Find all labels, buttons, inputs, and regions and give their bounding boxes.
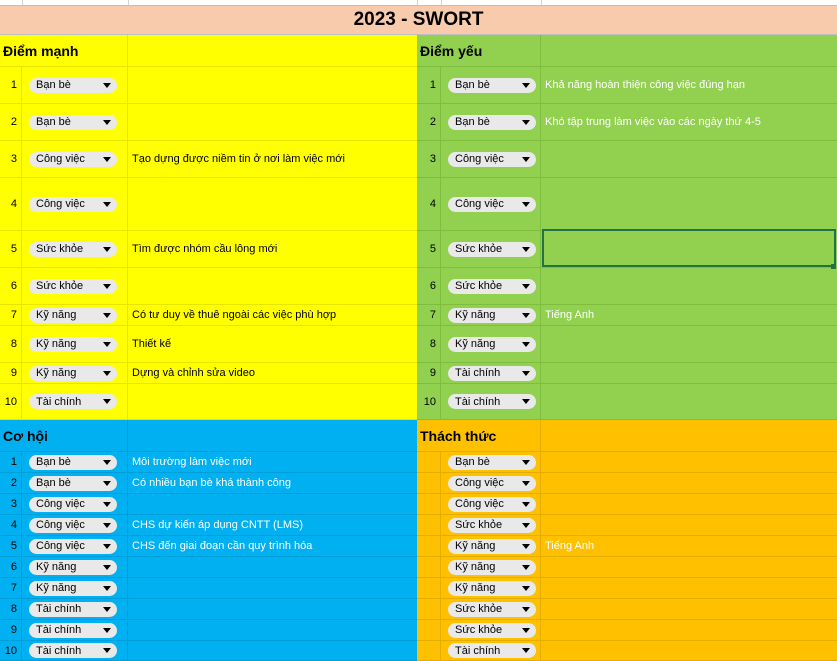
description-cell[interactable]: CHS đến giai đoạn cần quy trình hóa [132, 540, 313, 552]
category-label: Kỹ năng [455, 540, 496, 552]
category-cell [441, 494, 541, 514]
category-dropdown[interactable] [448, 366, 536, 381]
row-number[interactable]: 2 [417, 104, 441, 140]
description-cell[interactable]: Dựng và chỉnh sửa video [132, 367, 255, 379]
description-cell[interactable] [541, 578, 837, 598]
category-dropdown[interactable] [29, 455, 117, 470]
category-cell [441, 363, 541, 383]
category-label: Sức khỏe [455, 280, 503, 292]
category-label: Công việc [455, 198, 504, 210]
dropdown-arrow-icon [522, 628, 530, 633]
dropdown-arrow-icon [103, 586, 111, 591]
category-cell [441, 578, 541, 598]
category-dropdown[interactable] [29, 539, 117, 554]
row-number[interactable]: 9 [417, 363, 441, 383]
description-cell[interactable] [128, 268, 417, 304]
description-cell[interactable] [541, 268, 837, 304]
weaknesses-row [417, 363, 837, 384]
opportunities-row [0, 599, 417, 620]
category-label: Sức khỏe [455, 603, 503, 615]
description-cell[interactable] [541, 641, 837, 660]
row-number[interactable]: 4 [0, 515, 22, 535]
dropdown-arrow-icon [522, 120, 530, 125]
threats-header-spacer[interactable] [541, 420, 837, 451]
category-label: Sức khỏe [455, 624, 503, 636]
description-cell[interactable] [541, 494, 837, 514]
category-label: Tài chính [455, 367, 501, 379]
category-cell [22, 620, 128, 640]
category-label: Tài chính [455, 644, 501, 657]
category-label: Kỹ năng [455, 582, 496, 594]
description-cell[interactable]: Có nhiều bạn bè khá thành công [132, 477, 292, 489]
opportunities-row [0, 473, 417, 494]
category-cell [441, 599, 541, 619]
threats-header[interactable]: Thách thức [417, 420, 541, 451]
row-number[interactable]: 3 [0, 141, 22, 177]
description-cell[interactable] [541, 515, 837, 535]
dropdown-arrow-icon [103, 371, 111, 376]
dropdown-arrow-icon [103, 460, 111, 465]
category-label: Kỹ năng [455, 309, 496, 321]
category-label: Công việc [36, 540, 85, 552]
category-dropdown[interactable] [448, 152, 536, 167]
strengths-row [0, 268, 417, 305]
dropdown-arrow-icon [522, 544, 530, 549]
weaknesses-row [417, 326, 837, 363]
category-dropdown[interactable] [448, 476, 536, 491]
dropdown-arrow-icon [103, 399, 111, 404]
category-label: Bạn bè [455, 116, 490, 128]
row-number[interactable]: 6 [0, 557, 22, 577]
strengths-header[interactable]: Điểm mạnh [0, 35, 128, 66]
description-cell[interactable] [541, 599, 837, 619]
category-label: Công việc [36, 498, 85, 510]
category-label: Kỹ năng [36, 367, 77, 379]
category-label: Tài chính [455, 395, 501, 408]
row-number[interactable]: 3 [417, 141, 441, 177]
category-cell [22, 67, 128, 103]
category-cell [22, 536, 128, 556]
weaknesses-header[interactable]: Điểm yếu [417, 35, 541, 66]
dropdown-arrow-icon [522, 157, 530, 162]
row-number[interactable]: 8 [0, 326, 22, 362]
sheet-title[interactable]: 2023 - SWORT [0, 5, 837, 35]
dropdown-arrow-icon [103, 502, 111, 507]
description-cell[interactable] [128, 494, 417, 514]
row-number[interactable]: 7 [417, 305, 441, 325]
dropdown-arrow-icon [103, 607, 111, 612]
category-cell [441, 326, 541, 362]
threats-row [417, 536, 837, 557]
dropdown-arrow-icon [522, 586, 530, 591]
category-dropdown[interactable] [29, 366, 117, 381]
description-cell[interactable]: Tạo dựng được niềm tin ở nơi làm việc mới [132, 153, 345, 165]
row-number[interactable]: 8 [0, 599, 22, 619]
row-number[interactable]: 1 [0, 67, 22, 103]
row-number[interactable]: 2 [0, 104, 22, 140]
opportunities-row [0, 620, 417, 641]
category-label: Công việc [36, 519, 85, 531]
strengths-row [0, 104, 417, 141]
dropdown-arrow-icon [103, 202, 111, 207]
category-dropdown[interactable] [448, 115, 536, 130]
opportunities-row [0, 557, 417, 578]
opportunities-row [0, 452, 417, 473]
row-number[interactable]: 4 [0, 178, 22, 230]
category-label: Kỹ năng [36, 309, 77, 321]
category-label: Tài chính [36, 603, 82, 615]
description-cell[interactable]: Tiếng Anh [545, 540, 595, 552]
dropdown-arrow-icon [522, 247, 530, 252]
category-dropdown[interactable] [448, 518, 536, 533]
dropdown-arrow-icon [522, 202, 530, 207]
category-cell [22, 473, 128, 493]
category-dropdown[interactable] [448, 279, 536, 294]
category-cell [22, 494, 128, 514]
dropdown-arrow-icon [103, 523, 111, 528]
category-label: Kỹ năng [36, 338, 77, 350]
row-number[interactable]: 10 [0, 641, 22, 660]
row-number[interactable]: 7 [0, 305, 22, 325]
category-cell [22, 515, 128, 535]
category-dropdown[interactable] [448, 602, 536, 617]
category-dropdown[interactable] [448, 337, 536, 352]
description-cell[interactable] [128, 599, 417, 619]
dropdown-arrow-icon [522, 460, 530, 465]
category-dropdown[interactable] [29, 518, 117, 533]
category-label: Kỹ năng [455, 338, 496, 350]
row-number[interactable] [417, 515, 441, 535]
category-dropdown[interactable] [29, 643, 117, 658]
dropdown-arrow-icon [522, 481, 530, 486]
category-dropdown[interactable] [448, 560, 536, 575]
strengths-row [0, 363, 417, 384]
description-cell[interactable]: Môi trường làm việc mới [132, 456, 252, 468]
category-cell [441, 473, 541, 493]
threats-row [417, 515, 837, 536]
row-number[interactable]: 3 [0, 494, 22, 514]
category-cell [441, 178, 541, 230]
description-cell[interactable] [541, 178, 837, 230]
weaknesses-row [417, 305, 837, 326]
row-number[interactable]: 9 [0, 620, 22, 640]
category-dropdown[interactable] [448, 197, 536, 212]
category-label: Công việc [36, 153, 85, 165]
dropdown-arrow-icon [522, 523, 530, 528]
category-label: Bạn bè [36, 477, 71, 489]
description-cell[interactable] [541, 473, 837, 493]
category-cell [22, 599, 128, 619]
row-number[interactable]: 5 [417, 231, 441, 267]
dropdown-arrow-icon [103, 544, 111, 549]
category-dropdown[interactable] [448, 497, 536, 512]
dropdown-arrow-icon [522, 399, 530, 404]
category-cell [22, 178, 128, 230]
category-dropdown[interactable] [29, 279, 117, 294]
category-dropdown[interactable] [448, 539, 536, 554]
opportunities-header-row [0, 420, 417, 452]
category-dropdown[interactable] [29, 152, 117, 167]
weaknesses-row [417, 384, 837, 420]
dropdown-arrow-icon [522, 342, 530, 347]
opportunities-row [0, 515, 417, 536]
threats-header-row [417, 420, 837, 452]
category-cell [441, 67, 541, 103]
category-label: Công việc [455, 477, 504, 489]
category-cell [441, 641, 541, 660]
strengths-row [0, 178, 417, 231]
category-label: Tài chính [36, 624, 82, 636]
row-number[interactable]: 2 [0, 473, 22, 493]
category-label: Sức khỏe [36, 243, 84, 255]
row-number[interactable]: 5 [0, 536, 22, 556]
row-number[interactable] [417, 557, 441, 577]
category-cell [22, 641, 128, 660]
category-cell [441, 104, 541, 140]
category-cell [22, 326, 128, 362]
category-dropdown[interactable] [29, 497, 117, 512]
category-label: Tài chính [36, 644, 82, 657]
category-dropdown[interactable] [29, 602, 117, 617]
weaknesses-row [417, 268, 837, 305]
description-cell[interactable] [128, 104, 417, 140]
category-dropdown[interactable] [29, 476, 117, 491]
category-cell [441, 231, 541, 267]
dropdown-arrow-icon [103, 481, 111, 486]
category-dropdown[interactable] [29, 560, 117, 575]
category-dropdown[interactable] [448, 308, 536, 323]
category-label: Sức khỏe [455, 519, 503, 531]
category-dropdown[interactable] [448, 643, 536, 658]
dropdown-arrow-icon [103, 120, 111, 125]
description-cell[interactable] [541, 384, 837, 419]
category-cell [22, 578, 128, 598]
category-dropdown[interactable] [29, 308, 117, 323]
description-cell[interactable]: CHS dự kiến áp dụng CNTT (LMS) [132, 519, 303, 531]
opportunities-header-spacer[interactable] [128, 420, 417, 451]
strengths-row [0, 231, 417, 268]
row-number[interactable]: 8 [417, 326, 441, 362]
dropdown-arrow-icon [103, 565, 111, 570]
category-dropdown[interactable] [29, 581, 117, 596]
category-cell [441, 620, 541, 640]
threats-row [417, 641, 837, 661]
category-cell [22, 141, 128, 177]
category-label: Tài chính [36, 395, 82, 408]
strengths-quadrant [0, 35, 417, 420]
category-cell [441, 515, 541, 535]
opportunities-header[interactable]: Cơ hội [0, 420, 128, 451]
category-cell [22, 268, 128, 304]
dropdown-arrow-icon [522, 502, 530, 507]
description-cell[interactable]: Khó tập trung làm việc vào các ngày thứ 4-5 [545, 116, 761, 128]
row-number[interactable]: 10 [0, 384, 22, 419]
dropdown-arrow-icon [522, 371, 530, 376]
description-cell[interactable] [128, 178, 417, 230]
threats-quadrant [417, 420, 837, 661]
dropdown-arrow-icon [103, 83, 111, 88]
description-cell[interactable] [128, 67, 417, 103]
category-cell [441, 557, 541, 577]
category-cell [441, 305, 541, 325]
description-cell[interactable] [541, 363, 837, 383]
selected-cell[interactable] [542, 229, 836, 267]
strengths-row [0, 67, 417, 104]
category-label: Công việc [455, 498, 504, 510]
row-number[interactable] [417, 473, 441, 493]
row-number[interactable] [417, 641, 441, 660]
weaknesses-header-row [417, 35, 837, 67]
description-cell[interactable]: Thiết kế [132, 338, 172, 350]
description-cell[interactable] [541, 557, 837, 577]
weaknesses-row [417, 178, 837, 231]
category-cell [441, 536, 541, 556]
description-cell[interactable] [541, 452, 837, 472]
category-dropdown[interactable] [448, 581, 536, 596]
dropdown-arrow-icon [103, 157, 111, 162]
category-label: Công việc [36, 198, 85, 210]
category-dropdown[interactable] [29, 78, 117, 93]
strengths-row [0, 326, 417, 363]
category-cell [22, 452, 128, 472]
category-dropdown[interactable] [29, 115, 117, 130]
row-number[interactable] [417, 578, 441, 598]
weaknesses-row [417, 141, 837, 178]
description-cell[interactable] [541, 326, 837, 362]
category-label: Kỹ năng [36, 582, 77, 594]
row-number[interactable]: 9 [0, 363, 22, 383]
category-label: Bạn bè [36, 456, 71, 468]
weaknesses-header-spacer[interactable] [541, 35, 837, 66]
category-cell [22, 384, 128, 419]
dropdown-arrow-icon [103, 342, 111, 347]
description-cell[interactable] [128, 620, 417, 640]
category-dropdown[interactable] [29, 197, 117, 212]
threats-row [417, 620, 837, 641]
category-label: Sức khỏe [455, 243, 503, 255]
description-cell[interactable]: Tìm được nhóm cầu lông mới [132, 243, 278, 255]
category-label: Kỹ năng [36, 561, 77, 573]
dropdown-arrow-icon [522, 607, 530, 612]
fill-handle[interactable] [831, 264, 836, 269]
dropdown-arrow-icon [522, 83, 530, 88]
dropdown-arrow-icon [522, 313, 530, 318]
row-number[interactable] [417, 452, 441, 472]
dropdown-arrow-icon [103, 313, 111, 318]
weaknesses-quadrant [417, 35, 837, 420]
category-cell [441, 141, 541, 177]
opportunities-row [0, 641, 417, 661]
category-dropdown[interactable] [448, 623, 536, 638]
threats-row [417, 578, 837, 599]
category-label: Sức khỏe [36, 280, 84, 292]
strengths-row [0, 141, 417, 178]
category-dropdown[interactable] [448, 242, 536, 257]
category-label: Bạn bè [455, 456, 490, 468]
opportunities-row [0, 578, 417, 599]
description-cell[interactable]: Có tư duy về thuê ngoài các việc phù hợp [132, 309, 337, 321]
strengths-row [0, 305, 417, 326]
row-number[interactable]: 10 [417, 384, 441, 419]
opportunities-quadrant [0, 420, 417, 661]
dropdown-arrow-icon [103, 284, 111, 289]
row-number[interactable] [417, 494, 441, 514]
row-number[interactable] [417, 620, 441, 640]
threats-row [417, 599, 837, 620]
threats-row [417, 473, 837, 494]
category-dropdown[interactable] [448, 394, 536, 409]
category-cell [22, 231, 128, 267]
category-label: Bạn bè [455, 79, 490, 91]
dropdown-arrow-icon [103, 648, 111, 653]
opportunities-row [0, 494, 417, 515]
weaknesses-row [417, 67, 837, 104]
row-number[interactable] [417, 599, 441, 619]
threats-row [417, 452, 837, 473]
dropdown-arrow-icon [103, 628, 111, 633]
category-label: Công việc [455, 153, 504, 165]
dropdown-arrow-icon [522, 565, 530, 570]
description-cell[interactable] [541, 620, 837, 640]
description-cell[interactable] [128, 557, 417, 577]
threats-row [417, 557, 837, 578]
category-cell [441, 452, 541, 472]
category-dropdown[interactable] [29, 623, 117, 638]
category-label: Kỹ năng [455, 561, 496, 573]
row-number[interactable]: 1 [417, 67, 441, 103]
category-dropdown[interactable] [448, 455, 536, 470]
row-number[interactable]: 5 [0, 231, 22, 267]
category-label: Bạn bè [36, 116, 71, 128]
category-dropdown[interactable] [29, 394, 117, 409]
row-number[interactable]: 7 [0, 578, 22, 598]
description-cell[interactable]: Tiếng Anh [545, 309, 595, 321]
description-cell[interactable]: Khả năng hoàn thiện công việc đúng hạn [545, 79, 745, 91]
category-dropdown[interactable] [29, 242, 117, 257]
category-cell [22, 557, 128, 577]
opportunities-row [0, 536, 417, 557]
category-cell [22, 363, 128, 383]
dropdown-arrow-icon [522, 648, 530, 653]
strengths-row [0, 384, 417, 420]
row-number[interactable]: 6 [0, 268, 22, 304]
row-number[interactable]: 1 [0, 452, 22, 472]
category-cell [441, 268, 541, 304]
category-label: Bạn bè [36, 79, 71, 91]
row-number[interactable]: 4 [417, 178, 441, 230]
weaknesses-row [417, 104, 837, 141]
category-cell [441, 384, 541, 419]
description-cell[interactable] [128, 578, 417, 598]
row-number[interactable]: 6 [417, 268, 441, 304]
threats-row [417, 494, 837, 515]
strengths-header-spacer[interactable] [128, 35, 417, 66]
description-cell[interactable] [128, 641, 417, 660]
category-cell [22, 104, 128, 140]
category-dropdown[interactable] [448, 78, 536, 93]
description-cell[interactable] [128, 384, 417, 419]
description-cell[interactable] [541, 141, 837, 177]
row-number[interactable] [417, 536, 441, 556]
dropdown-arrow-icon [522, 284, 530, 289]
category-cell [22, 305, 128, 325]
dropdown-arrow-icon [103, 247, 111, 252]
category-dropdown[interactable] [29, 337, 117, 352]
strengths-header-row [0, 35, 417, 67]
